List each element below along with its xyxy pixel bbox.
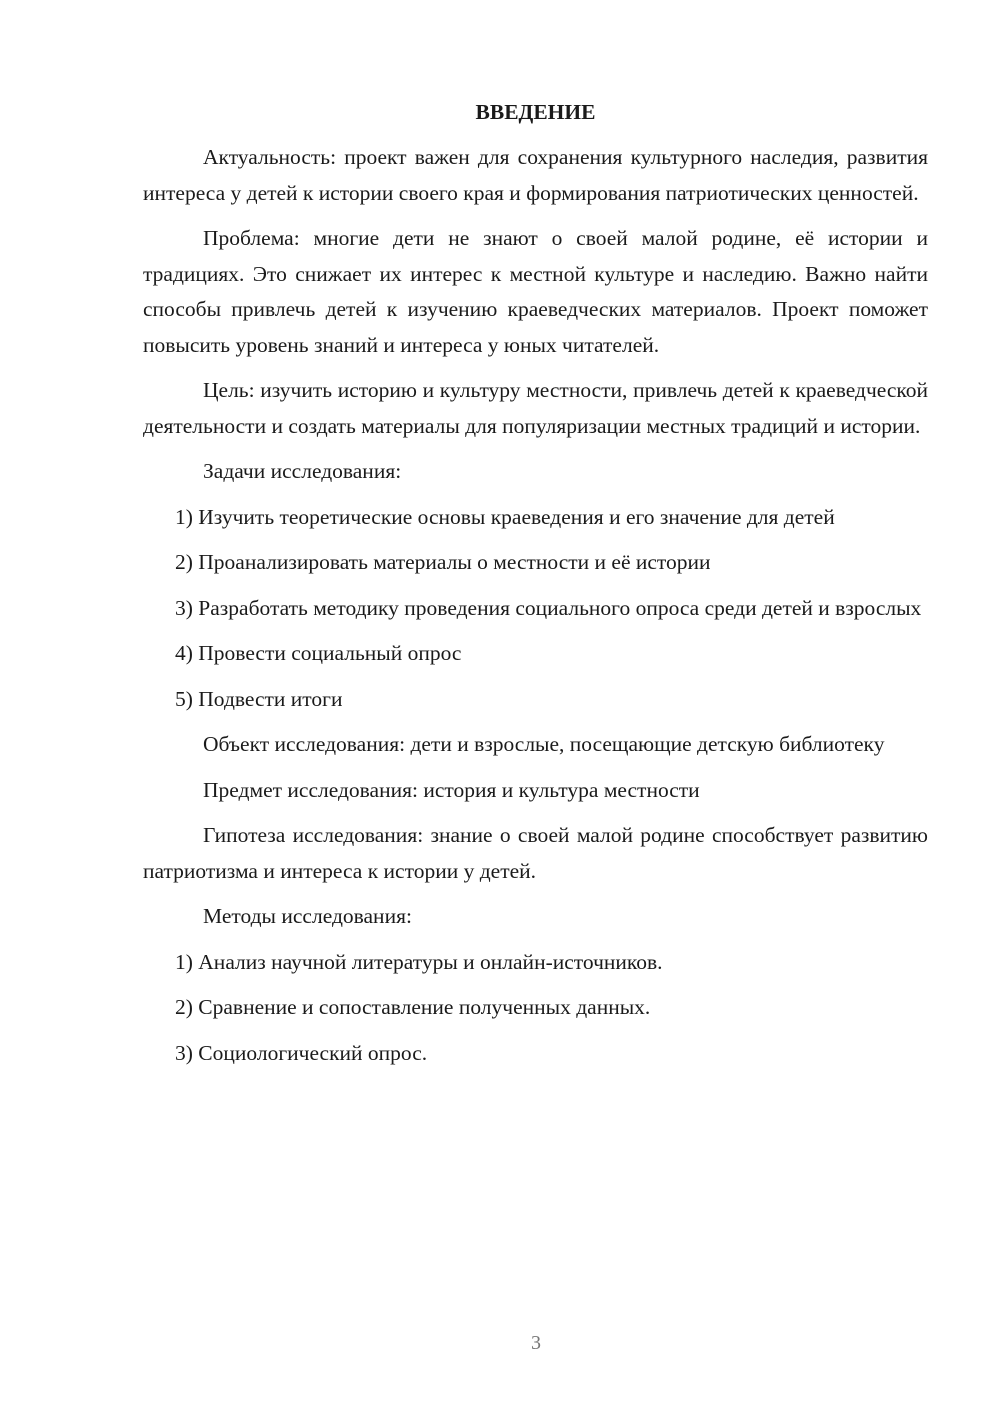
task-item: 4) Провести социальный опрос: [175, 641, 462, 665]
subject-paragraph: Предмет исследования: история и культура местности: [203, 777, 700, 802]
section-title: ВВЕДЕНИЕ: [475, 100, 596, 124]
method-item: 1) Анализ научной литературы и онлайн-источников.: [175, 949, 663, 974]
task-item: 2) Проанализировать материалы о местности и её истории: [175, 550, 711, 574]
document-page: [143, 95, 928, 1081]
task-item: 1) Изучить теоретические основы краеведения и его значение для детей: [175, 504, 835, 529]
task-item: 3) Разработать методику проведения социального опроса среди детей и взрослых: [175, 595, 922, 620]
object-paragraph: Объект исследования: дети и взрослые, посещающие детскую библиотеку: [203, 732, 885, 756]
page-number: 3: [531, 1332, 541, 1354]
task-item: 5) Подвести итоги: [175, 686, 343, 711]
problem-paragraph: Проблема: многие дети не знают о своей малой родине, её истории и традициях. Это снижает их интерес к местной культуре и наследию. Важно найти способы привлечь детей к изучению краеведческих материалов. Проект поможет повысить уровень знаний и интереса у юных читателей.: [143, 226, 928, 357]
method-item: 2) Сравнение и сопоставление полученных данных.: [175, 995, 651, 1019]
method-item: 3) Социологический опрос.: [175, 1040, 428, 1065]
hypothesis-paragraph: Гипотеза исследования: знание о своей малой родине способствует развитию патриотизма и интереса к истории у детей.: [143, 823, 928, 883]
relevance-paragraph: Актуальность: проект важен для сохранения культурного наследия, развития интереса у детей к истории своего края и формирования патриотических ценностей.: [143, 145, 928, 205]
tasks-heading: Задачи исследования:: [203, 459, 402, 483]
methods-heading: Методы исследования:: [203, 904, 412, 928]
goal-paragraph: Цель: изучить историю и культуру местности, привлечь детей к краеведческой деятельности и создать материалы для популяризации местных традиций и истории.: [143, 378, 928, 438]
